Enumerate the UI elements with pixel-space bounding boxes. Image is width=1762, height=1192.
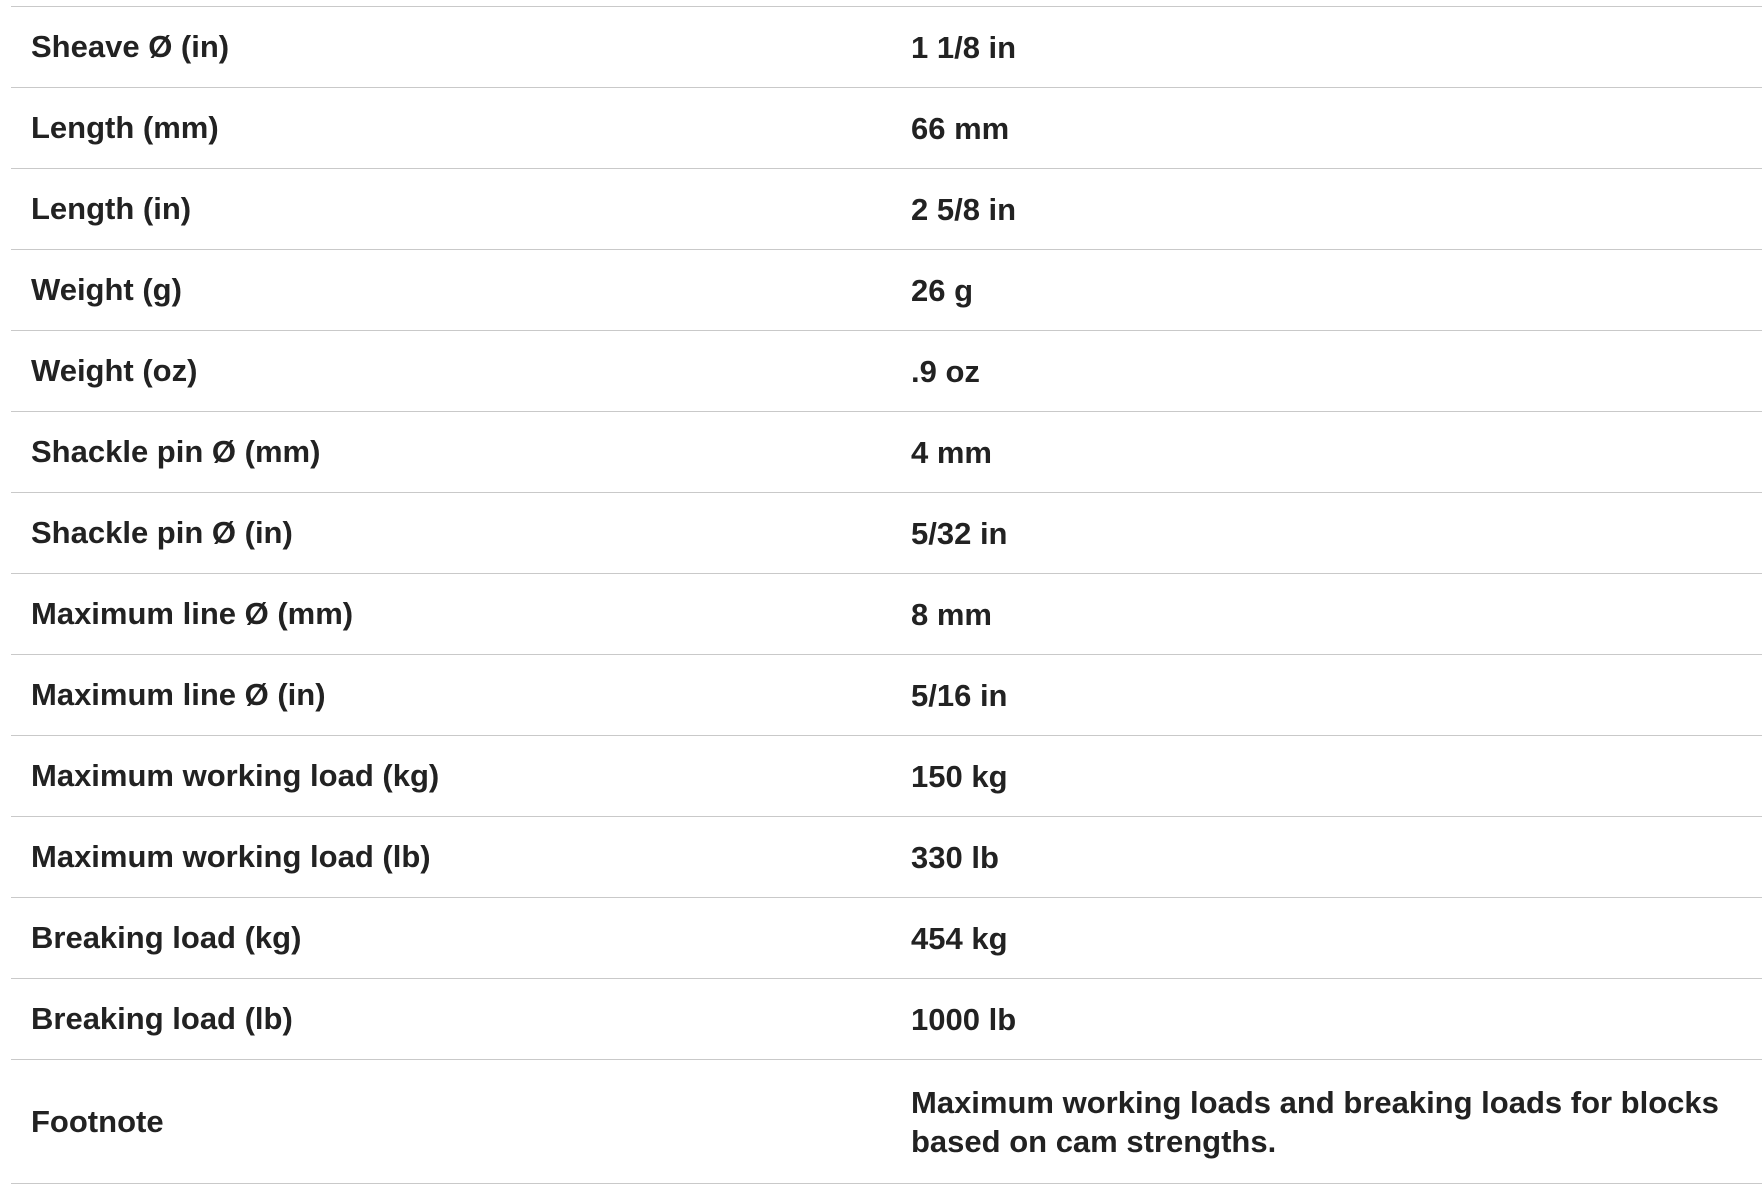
spec-label: Shackle pin Ø (in) xyxy=(31,515,293,550)
spec-row-weight-oz xyxy=(11,331,1762,412)
spec-label: Maximum working load (lb) xyxy=(31,839,431,874)
spec-value: 66 mm xyxy=(911,110,1010,146)
spec-row-length-mm xyxy=(11,88,1762,169)
spec-value: 330 lb xyxy=(911,839,999,875)
spec-value: 1 1/8 in xyxy=(911,29,1017,65)
spec-value: 2 5/8 in xyxy=(911,191,1017,227)
spec-label: Breaking load (lb) xyxy=(31,1001,293,1036)
spec-value: .9 oz xyxy=(911,353,980,389)
spec-label: Maximum line Ø (mm) xyxy=(31,596,354,631)
spec-label: Shackle pin Ø (mm) xyxy=(31,434,321,469)
spec-row-max-line-mm xyxy=(11,574,1762,655)
spec-value: Maximum working loads and breaking loads for blocks based on cam strengths. xyxy=(911,1084,1719,1159)
spec-row-shackle-pin-in xyxy=(11,493,1762,574)
spec-value: 26 g xyxy=(911,272,974,308)
spec-label: Footnote xyxy=(31,1103,164,1139)
spec-row-max-working-load-lb xyxy=(11,817,1762,898)
spec-row-max-line-in xyxy=(11,655,1762,736)
spec-value: 1000 lb xyxy=(911,1001,1017,1037)
spec-row-max-working-load-kg xyxy=(11,736,1762,817)
spec-label: Maximum working load (kg) xyxy=(31,758,440,793)
spec-value: 454 kg xyxy=(911,920,1008,956)
spec-label: Weight (oz) xyxy=(31,353,198,388)
spec-label: Length (mm) xyxy=(31,110,219,145)
spec-row-breaking-load-kg xyxy=(11,898,1762,979)
spec-value: 5/32 in xyxy=(911,515,1008,551)
spec-label: Maximum line Ø (in) xyxy=(31,677,326,712)
spec-value: 150 kg xyxy=(911,758,1008,794)
spec-value: 4 mm xyxy=(911,434,992,470)
spec-label: Weight (g) xyxy=(31,272,182,307)
spec-value: 8 mm xyxy=(911,596,992,632)
spec-row-sheave-in xyxy=(11,7,1762,88)
spec-row-length-in xyxy=(11,169,1762,250)
spec-value: 5/16 in xyxy=(911,677,1008,713)
spec-row-breaking-load-lb xyxy=(11,979,1762,1060)
spec-table xyxy=(11,6,1762,1184)
spec-row-footnote xyxy=(11,1060,1762,1184)
spec-label: Length (in) xyxy=(31,191,192,226)
spec-label: Sheave Ø (in) xyxy=(31,29,230,64)
spec-label: Breaking load (kg) xyxy=(31,920,302,955)
spec-row-shackle-pin-mm xyxy=(11,412,1762,493)
spec-row-weight-g xyxy=(11,250,1762,331)
